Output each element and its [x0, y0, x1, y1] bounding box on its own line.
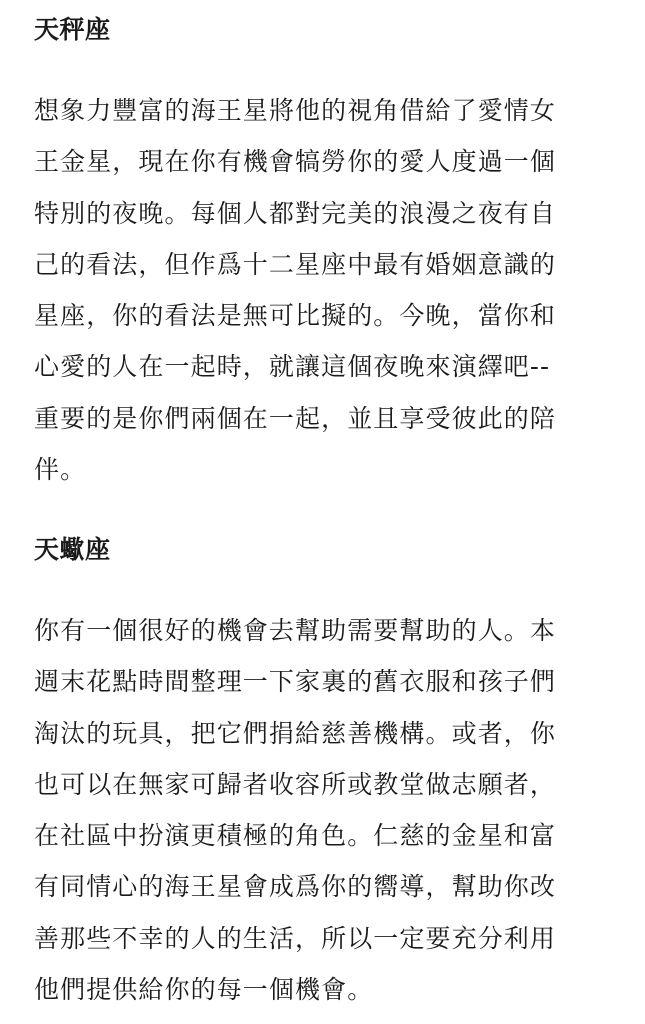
section-paragraph-libra — [34, 85, 624, 495]
paragraph-line: 想象力豐富的海王星將他的視角借給了愛情女 — [34, 96, 557, 125]
paragraph-line: 善那些不幸的人的生活，所以一定要充分利用 — [34, 923, 557, 953]
paragraph-line: 也可以在無家可歸者收容所或教堂做志願者， — [34, 769, 557, 799]
paragraph-line: 有同情心的海王星會成爲你的嚮導，幫助你改 — [34, 872, 557, 902]
paragraph-line: 己的看法，但作爲十二星座中最有婚姻意識的 — [34, 249, 557, 279]
paragraph-line: 你有一個很好的機會去幫助需要幫助的人。本 — [34, 616, 557, 645]
paragraph-line: 心愛的人在一起時，就讓這個夜晚來演繹吧-- — [34, 352, 551, 382]
paragraph-line: 週末花點時間整理一下家裏的舊衣服和孩子們 — [34, 667, 557, 697]
paragraph-line: 伴。 — [34, 455, 87, 485]
paragraph-line: 特別的夜晚。每個人都對完美的浪漫之夜有自 — [34, 198, 557, 228]
paragraph-line: 重要的是你們兩個在一起，並且享受彼此的陪 — [34, 403, 557, 433]
paragraph-line: 王金星，現在你有機會犒勞你的愛人度過一個 — [34, 147, 557, 177]
paragraph-line: 星座，你的看法是無可比擬的。今晚，當你和 — [34, 301, 557, 331]
section-heading-scorpio: 天蠍座 — [34, 535, 111, 564]
paragraph-line: 他們提供給你的每一個機會。 — [34, 975, 374, 1005]
section-paragraph-scorpio — [34, 605, 624, 1015]
paragraph-line: 在社區中扮演更積極的角色。仁慈的金星和富 — [34, 821, 557, 851]
section-heading-libra: 天秤座 — [34, 15, 111, 44]
paragraph-line: 淘汰的玩具，把它們捐給慈善機構。或者，你 — [34, 718, 557, 748]
